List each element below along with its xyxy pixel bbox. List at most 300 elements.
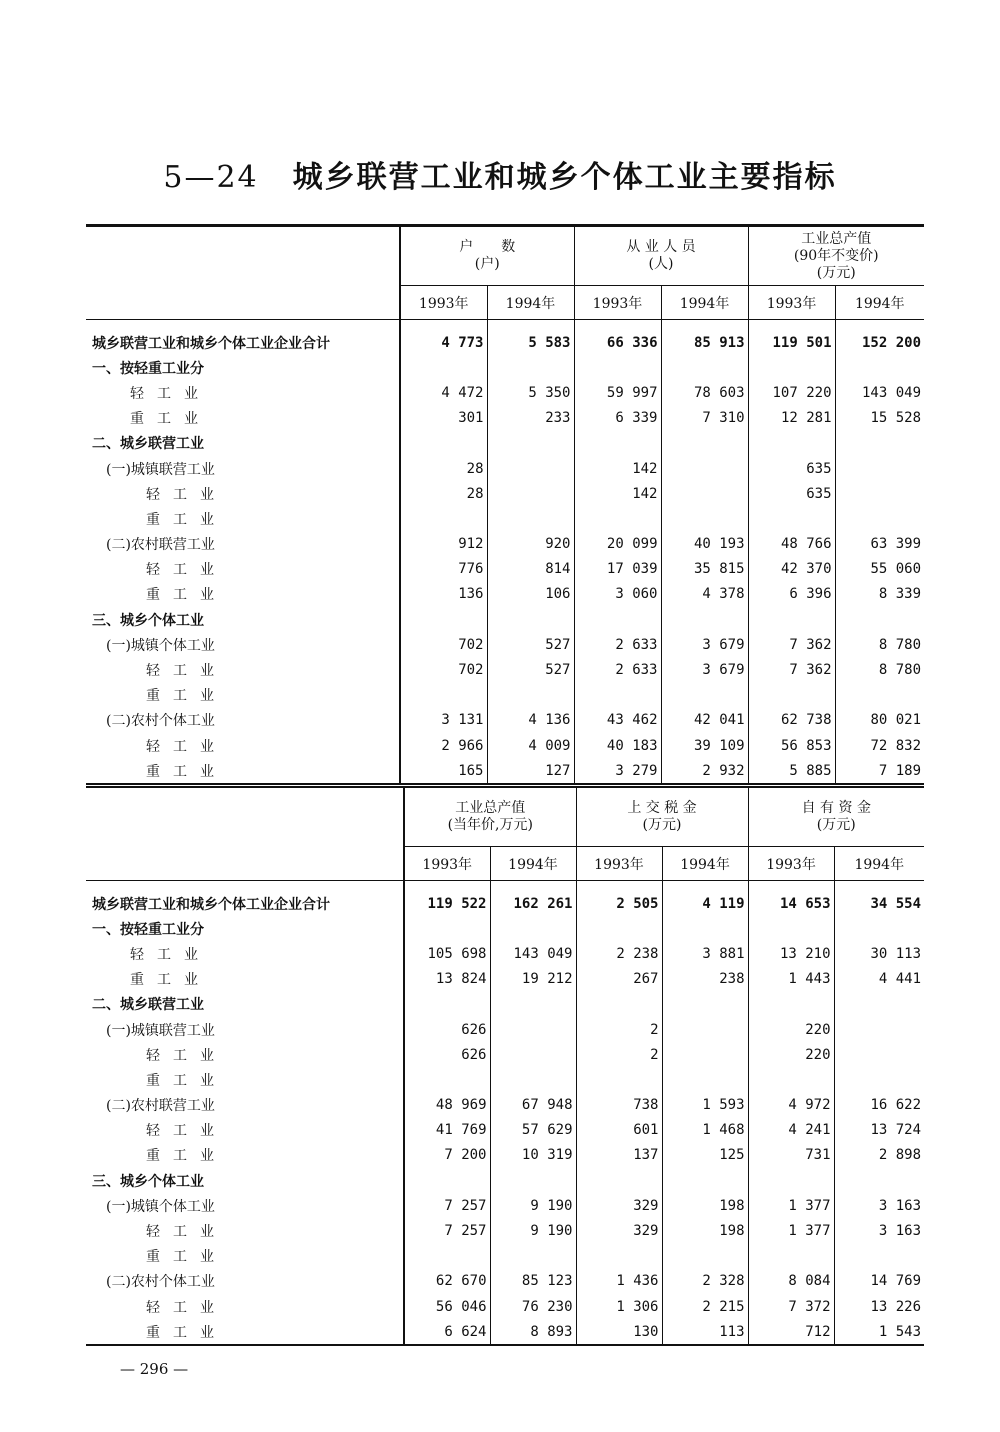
value-cell: 4 136 xyxy=(487,708,574,733)
table-row xyxy=(86,481,924,506)
year-header: 1994年 xyxy=(661,286,748,320)
value-cell xyxy=(834,992,924,1017)
value-cell xyxy=(574,683,661,708)
value-cell: 198 xyxy=(662,1193,748,1218)
value-cell xyxy=(834,1042,924,1067)
row-label: 轻工业 xyxy=(86,481,400,506)
value-cell: 165 xyxy=(400,758,487,784)
row-label: (一)城镇个体工业 xyxy=(86,632,400,657)
value-cell: 20 099 xyxy=(574,532,661,557)
value-cell: 105 698 xyxy=(404,941,490,966)
value-cell: 142 xyxy=(574,481,661,506)
value-cell: 63 399 xyxy=(870,536,922,553)
value-cell xyxy=(662,1244,748,1269)
value-cell: 127 xyxy=(487,758,574,784)
row-label: (二)农村联营工业 xyxy=(86,532,400,557)
table-row xyxy=(86,330,924,355)
value-cell: 78 603 xyxy=(661,380,748,405)
value-cell: 220 xyxy=(748,1017,834,1042)
value-cell: 28 xyxy=(400,481,487,506)
value-cell: 56 046 xyxy=(404,1294,490,1319)
year-header: 1993年 xyxy=(404,847,490,881)
spacer-cell xyxy=(662,881,748,892)
value-cell: 7 310 xyxy=(661,406,748,431)
value-cell xyxy=(748,1244,834,1269)
spacer-cell xyxy=(835,320,924,331)
row-label: (二)农村个体工业 xyxy=(86,1269,404,1294)
group-header: 户 数 (户) xyxy=(400,226,574,286)
value-cell: 198 xyxy=(662,1218,748,1243)
value-cell: 2 898 xyxy=(878,1147,922,1164)
value-cell: 267 xyxy=(576,967,662,992)
row-label: 二、城乡联营工业 xyxy=(86,992,404,1017)
value-cell: 3 679 xyxy=(661,657,748,682)
value-cell xyxy=(490,992,576,1017)
year-header: 1993年 xyxy=(400,286,487,320)
value-cell: 5 583 xyxy=(487,330,574,355)
value-cell: 8 339 xyxy=(878,586,922,603)
value-cell: 39 109 xyxy=(661,733,748,758)
value-cell: 62 670 xyxy=(404,1269,490,1294)
table-row xyxy=(86,355,924,380)
value-cell: 55 060 xyxy=(870,561,922,578)
value-cell xyxy=(490,1067,576,1092)
row-label: (一)城镇个体工业 xyxy=(86,1193,404,1218)
value-cell xyxy=(661,683,748,708)
row-label: 三、城乡个体工业 xyxy=(86,607,400,632)
value-cell: 912 xyxy=(400,532,487,557)
value-cell: 238 xyxy=(662,967,748,992)
value-cell: 731 xyxy=(748,1143,834,1168)
value-cell: 1 436 xyxy=(576,1269,662,1294)
value-cell xyxy=(834,1017,924,1042)
value-cell xyxy=(400,607,487,632)
table-row xyxy=(86,967,924,992)
table-row xyxy=(86,1017,924,1042)
row-label: 重工业 xyxy=(86,1143,404,1168)
value-cell: 9 190 xyxy=(490,1193,576,1218)
value-cell: 5 350 xyxy=(487,380,574,405)
value-cell: 1 543 xyxy=(834,1319,924,1345)
value-cell: 143 049 xyxy=(862,384,922,401)
value-cell: 527 xyxy=(487,632,574,657)
value-cell: 13 724 xyxy=(870,1122,922,1139)
page-number: — 296 — xyxy=(120,1360,189,1378)
value-cell: 4 773 xyxy=(400,330,487,355)
value-cell: 7 362 xyxy=(748,657,835,682)
value-cell: 3 881 xyxy=(662,941,748,966)
value-cell: 7 257 xyxy=(404,1218,490,1243)
row-label: 轻工业 xyxy=(86,1118,404,1143)
value-cell: 162 261 xyxy=(490,891,576,916)
value-cell: 1 443 xyxy=(748,967,834,992)
value-cell: 814 xyxy=(487,557,574,582)
value-cell: 7 362 xyxy=(748,632,835,657)
table-row xyxy=(86,758,924,784)
value-cell: 601 xyxy=(576,1118,662,1143)
table-row xyxy=(86,380,924,405)
table-row xyxy=(86,992,924,1017)
value-cell xyxy=(574,431,661,456)
row-label: 三、城乡个体工业 xyxy=(86,1168,404,1193)
value-cell xyxy=(748,1067,834,1092)
value-cell: 1 593 xyxy=(662,1093,748,1118)
value-cell: 2 633 xyxy=(574,632,661,657)
value-cell: 80 021 xyxy=(870,712,922,729)
table-row xyxy=(86,1093,924,1118)
value-cell: 8 780 xyxy=(878,662,922,679)
value-cell xyxy=(404,1067,490,1092)
value-cell xyxy=(490,916,576,941)
value-cell xyxy=(661,506,748,531)
table-row xyxy=(86,891,924,916)
indicator-table-2 xyxy=(86,786,924,1346)
value-cell: 152 200 xyxy=(862,334,922,351)
value-cell xyxy=(662,1042,748,1067)
table-row xyxy=(86,506,924,531)
value-cell: 8 893 xyxy=(490,1319,576,1345)
row-label: 重工业 xyxy=(86,1319,404,1345)
value-cell xyxy=(576,1067,662,1092)
value-cell xyxy=(404,1244,490,1269)
row-label: 轻工业 xyxy=(86,1218,404,1243)
group-header: 从 业 人 员 (人) xyxy=(574,226,748,286)
value-cell xyxy=(490,1017,576,1042)
value-cell xyxy=(404,1168,490,1193)
value-cell: 66 336 xyxy=(574,330,661,355)
value-cell: 3 131 xyxy=(400,708,487,733)
value-cell: 130 xyxy=(576,1319,662,1345)
row-label: 重工业 xyxy=(86,582,400,607)
value-cell: 2 505 xyxy=(576,891,662,916)
table-title: 城乡联营工业和城乡个体工业主要指标 xyxy=(292,160,837,195)
value-cell: 57 629 xyxy=(490,1118,576,1143)
value-cell: 76 230 xyxy=(490,1294,576,1319)
value-cell xyxy=(835,355,924,380)
value-cell: 738 xyxy=(576,1093,662,1118)
value-cell: 14 769 xyxy=(870,1273,922,1290)
value-cell: 34 554 xyxy=(870,895,922,912)
row-label: 轻工业 xyxy=(86,733,400,758)
spacer-row xyxy=(86,881,924,892)
value-cell xyxy=(487,481,574,506)
year-header: 1994年 xyxy=(662,847,748,881)
value-cell xyxy=(576,1168,662,1193)
value-cell: 2 966 xyxy=(400,733,487,758)
value-cell xyxy=(835,683,924,708)
value-cell xyxy=(835,607,924,632)
table-row xyxy=(86,941,924,966)
value-cell xyxy=(574,607,661,632)
value-cell xyxy=(748,992,834,1017)
spacer-cell xyxy=(834,881,924,892)
value-cell: 13 210 xyxy=(748,941,834,966)
year-header: 1994年 xyxy=(834,847,924,881)
row-label: 轻工业 xyxy=(86,557,400,582)
table-row xyxy=(86,557,924,582)
value-cell: 7 257 xyxy=(404,1193,490,1218)
value-cell: 125 xyxy=(662,1143,748,1168)
year-header: 1993年 xyxy=(748,847,834,881)
value-cell: 43 462 xyxy=(574,708,661,733)
value-cell: 1 306 xyxy=(576,1294,662,1319)
value-cell: 28 xyxy=(400,456,487,481)
table-row xyxy=(86,916,924,941)
value-cell: 40 193 xyxy=(661,532,748,557)
spacer-cell xyxy=(661,320,748,331)
value-cell: 106 xyxy=(487,582,574,607)
indicator-table-1 xyxy=(86,224,924,785)
value-cell xyxy=(576,916,662,941)
table-row xyxy=(86,431,924,456)
year-header: 1993年 xyxy=(576,847,662,881)
value-cell: 712 xyxy=(748,1319,834,1345)
value-cell xyxy=(835,456,924,481)
value-cell xyxy=(400,355,487,380)
value-cell: 301 xyxy=(400,406,487,431)
row-label: 轻工业 xyxy=(86,941,404,966)
row-label: 重工业 xyxy=(86,758,400,784)
value-cell xyxy=(661,431,748,456)
value-cell: 3 679 xyxy=(661,632,748,657)
row-label: 重工业 xyxy=(86,1067,404,1092)
value-cell: 13 226 xyxy=(870,1298,922,1315)
value-cell: 6 339 xyxy=(574,406,661,431)
table-row xyxy=(86,1193,924,1218)
value-cell: 1 468 xyxy=(662,1118,748,1143)
group-header: 上 交 税 金 (万元) xyxy=(576,787,748,847)
value-cell xyxy=(490,1042,576,1067)
row-label: 轻工业 xyxy=(86,380,400,405)
value-cell: 527 xyxy=(487,657,574,682)
year-header: 1994年 xyxy=(835,286,924,320)
page-title xyxy=(0,152,1000,196)
value-cell: 920 xyxy=(487,532,574,557)
table-row xyxy=(86,406,924,431)
value-cell: 776 xyxy=(400,557,487,582)
value-cell xyxy=(834,1168,924,1193)
value-cell xyxy=(748,506,835,531)
value-cell: 85 123 xyxy=(490,1269,576,1294)
value-cell xyxy=(661,607,748,632)
value-cell: 17 039 xyxy=(574,557,661,582)
value-cell: 4 472 xyxy=(400,380,487,405)
value-cell: 4 009 xyxy=(487,733,574,758)
value-cell: 5 885 xyxy=(748,758,835,784)
value-cell: 12 281 xyxy=(748,406,835,431)
value-cell xyxy=(835,431,924,456)
value-cell: 7 200 xyxy=(404,1143,490,1168)
value-cell: 2 238 xyxy=(576,941,662,966)
value-cell: 119 522 xyxy=(404,891,490,916)
value-cell: 16 622 xyxy=(870,1097,922,1114)
value-cell: 4 441 xyxy=(878,971,922,988)
value-cell xyxy=(574,506,661,531)
value-cell xyxy=(835,481,924,506)
value-cell xyxy=(487,506,574,531)
stub-header-cell xyxy=(86,787,404,881)
value-cell xyxy=(487,456,574,481)
table-row xyxy=(86,683,924,708)
value-cell xyxy=(487,355,574,380)
value-cell xyxy=(834,1067,924,1092)
value-cell: 626 xyxy=(404,1017,490,1042)
value-cell: 233 xyxy=(487,406,574,431)
table-row xyxy=(86,1319,924,1345)
value-cell: 42 370 xyxy=(748,557,835,582)
table-row xyxy=(86,532,924,557)
row-label: (一)城镇联营工业 xyxy=(86,1017,404,1042)
value-cell: 56 853 xyxy=(748,733,835,758)
value-cell: 4 241 xyxy=(748,1118,834,1143)
row-label: 重工业 xyxy=(86,406,400,431)
value-cell xyxy=(662,916,748,941)
value-cell: 2 215 xyxy=(662,1294,748,1319)
value-cell: 41 769 xyxy=(404,1118,490,1143)
value-cell: 35 815 xyxy=(661,557,748,582)
year-header: 1994年 xyxy=(490,847,576,881)
value-cell xyxy=(661,456,748,481)
value-cell: 329 xyxy=(576,1193,662,1218)
value-cell: 14 653 xyxy=(748,891,834,916)
value-cell: 635 xyxy=(748,456,835,481)
value-cell xyxy=(662,1168,748,1193)
value-cell xyxy=(748,355,835,380)
value-cell xyxy=(834,1244,924,1269)
table-row xyxy=(86,607,924,632)
value-cell xyxy=(404,992,490,1017)
row-label: 二、城乡联营工业 xyxy=(86,431,400,456)
row-label: 轻工业 xyxy=(86,657,400,682)
value-cell xyxy=(834,916,924,941)
value-cell: 40 183 xyxy=(574,733,661,758)
value-cell xyxy=(490,1168,576,1193)
value-cell: 19 212 xyxy=(490,967,576,992)
value-cell: 1 377 xyxy=(748,1218,834,1243)
value-cell xyxy=(748,1168,834,1193)
value-cell: 702 xyxy=(400,657,487,682)
value-cell xyxy=(487,607,574,632)
spacer-cell xyxy=(487,320,574,331)
value-cell: 59 997 xyxy=(574,380,661,405)
table-1-body xyxy=(86,226,924,785)
table-row xyxy=(86,1143,924,1168)
row-label: 城乡联营工业和城乡个体工业企业合计 xyxy=(86,891,404,916)
table-row xyxy=(86,456,924,481)
value-cell: 113 xyxy=(662,1319,748,1345)
spacer-cell xyxy=(574,320,661,331)
spacer-cell xyxy=(576,881,662,892)
row-label: 轻工业 xyxy=(86,1294,404,1319)
value-cell: 48 969 xyxy=(404,1093,490,1118)
value-cell: 13 824 xyxy=(404,967,490,992)
row-label: 重工业 xyxy=(86,683,400,708)
value-cell xyxy=(748,607,835,632)
table-row xyxy=(86,708,924,733)
table-2-body xyxy=(86,787,924,1345)
value-cell: 42 041 xyxy=(661,708,748,733)
spacer-cell xyxy=(748,881,834,892)
value-cell: 48 766 xyxy=(748,532,835,557)
value-cell: 1 377 xyxy=(748,1193,834,1218)
value-cell xyxy=(574,355,661,380)
value-cell xyxy=(400,431,487,456)
value-cell: 3 279 xyxy=(574,758,661,784)
table-row xyxy=(86,1168,924,1193)
spacer-cell xyxy=(400,320,487,331)
value-cell: 9 190 xyxy=(490,1218,576,1243)
value-cell: 6 396 xyxy=(748,582,835,607)
row-label: (一)城镇联营工业 xyxy=(86,456,400,481)
table-row xyxy=(86,657,924,682)
table-row xyxy=(86,632,924,657)
value-cell: 107 220 xyxy=(748,380,835,405)
group-header-row xyxy=(86,226,924,286)
value-cell: 3 163 xyxy=(878,1197,922,1214)
row-label: 一、按轻重工业分 xyxy=(86,355,400,380)
row-label: 轻工业 xyxy=(86,1042,404,1067)
group-header: 工业总产值 (当年价,万元) xyxy=(404,787,576,847)
value-cell: 4 972 xyxy=(748,1093,834,1118)
value-cell xyxy=(748,683,835,708)
table-row xyxy=(86,1294,924,1319)
value-cell: 7 189 xyxy=(835,758,924,784)
year-header: 1993年 xyxy=(748,286,835,320)
value-cell: 3 060 xyxy=(574,582,661,607)
value-cell: 2 932 xyxy=(661,758,748,784)
row-label: 一、按轻重工业分 xyxy=(86,916,404,941)
value-cell: 8 084 xyxy=(748,1269,834,1294)
value-cell: 329 xyxy=(576,1218,662,1243)
value-cell xyxy=(662,992,748,1017)
table-row xyxy=(86,1042,924,1067)
spacer-cell xyxy=(404,881,490,892)
value-cell xyxy=(662,1017,748,1042)
spacer-cell xyxy=(86,320,400,331)
value-cell: 702 xyxy=(400,632,487,657)
value-cell: 220 xyxy=(748,1042,834,1067)
value-cell: 2 328 xyxy=(662,1269,748,1294)
group-header: 自 有 资 金 (万元) xyxy=(748,787,924,847)
value-cell: 6 624 xyxy=(404,1319,490,1345)
value-cell: 142 xyxy=(574,456,661,481)
spacer-cell xyxy=(748,320,835,331)
value-cell xyxy=(748,431,835,456)
value-cell xyxy=(487,683,574,708)
row-label: 重工业 xyxy=(86,967,404,992)
value-cell: 67 948 xyxy=(490,1093,576,1118)
value-cell xyxy=(661,355,748,380)
row-label: (二)农村个体工业 xyxy=(86,708,400,733)
value-cell xyxy=(404,916,490,941)
value-cell xyxy=(400,506,487,531)
stub-header-cell xyxy=(86,226,400,320)
value-cell xyxy=(490,1244,576,1269)
row-label: 城乡联营工业和城乡个体工业企业合计 xyxy=(86,330,400,355)
row-label: 重工业 xyxy=(86,1244,404,1269)
value-cell: 626 xyxy=(404,1042,490,1067)
row-label: 重工业 xyxy=(86,506,400,531)
value-cell: 62 738 xyxy=(748,708,835,733)
row-label: (二)农村联营工业 xyxy=(86,1093,404,1118)
table-row xyxy=(86,733,924,758)
value-cell: 7 372 xyxy=(748,1294,834,1319)
value-cell: 136 xyxy=(400,582,487,607)
value-cell: 3 163 xyxy=(878,1223,922,1240)
table-row xyxy=(86,1218,924,1243)
value-cell xyxy=(576,1244,662,1269)
value-cell: 8 780 xyxy=(878,636,922,653)
